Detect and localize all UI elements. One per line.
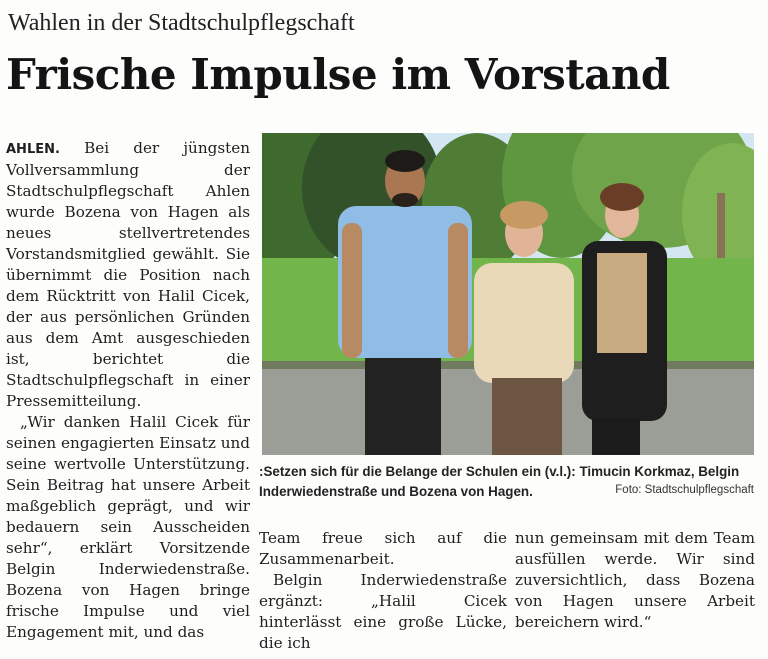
paragraph-1 — [6, 138, 250, 412]
dateline: AHLEN. — [6, 142, 60, 157]
article-photo — [262, 133, 754, 455]
photo-caption: :Setzen sich für die Belange der Schulen ein (v.l.): Timucin Korkmaz, Belgin Inderwiedenstraße und Bozena von Hagen. — [259, 464, 740, 499]
paragraph-4: Belgin Inderwiedenstraße ergänzt: „Halil Cicek hinterlässt eine große Lücke, die ich — [259, 571, 507, 652]
paragraph-5: nun gemeinsam mit dem Team ausfüllen werde. Wir sind zuversichtlich, dass Bozena von Hagen unsere Arbeit bereichern wird.“ — [515, 529, 755, 631]
article-column-2 — [259, 528, 507, 654]
paragraph-3: Team freue sich auf die Zusammenarbeit. — [259, 529, 507, 568]
article-headline: Frische Impulse im Vorstand — [6, 50, 670, 99]
article-kicker: Wahlen in der Stadtschulpflegschaft — [8, 10, 355, 36]
photo-credit: Foto: Stadtschulpflegschaft — [615, 484, 754, 496]
article-column-3 — [515, 528, 755, 633]
article-column-1 — [6, 138, 250, 643]
paragraph-2: „Wir danken Halil Cicek für seinen engagierten Einsatz und seine wertvolle Unterstützung. Sein Beitrag hat unsere Arbeit maßgeblich geprägt, und wir bedauern sein Ausscheiden sehr“, erklärt Vorsitzende Belgin Inderwiedenstraße. Bozena von Hagen bringe frische Impulse und viel Engagement mit, und das — [6, 413, 250, 641]
paragraph-1-text: Bei der jüngsten Vollversammlung der Stadtschulpflegschaft Ahlen wurde Bozena von Hagen als neues stellvertretendes Vorstandsmitglied gewählt. Sie übernimmt die Position nach dem Rücktritt von Halil Cicek, der aus persönlichen Gründen aus dem Amt ausgeschieden ist, berichtet die Stadtschulpflegschaft in einer Pressemitteilung. — [6, 139, 250, 410]
photo-illustration — [262, 133, 754, 455]
